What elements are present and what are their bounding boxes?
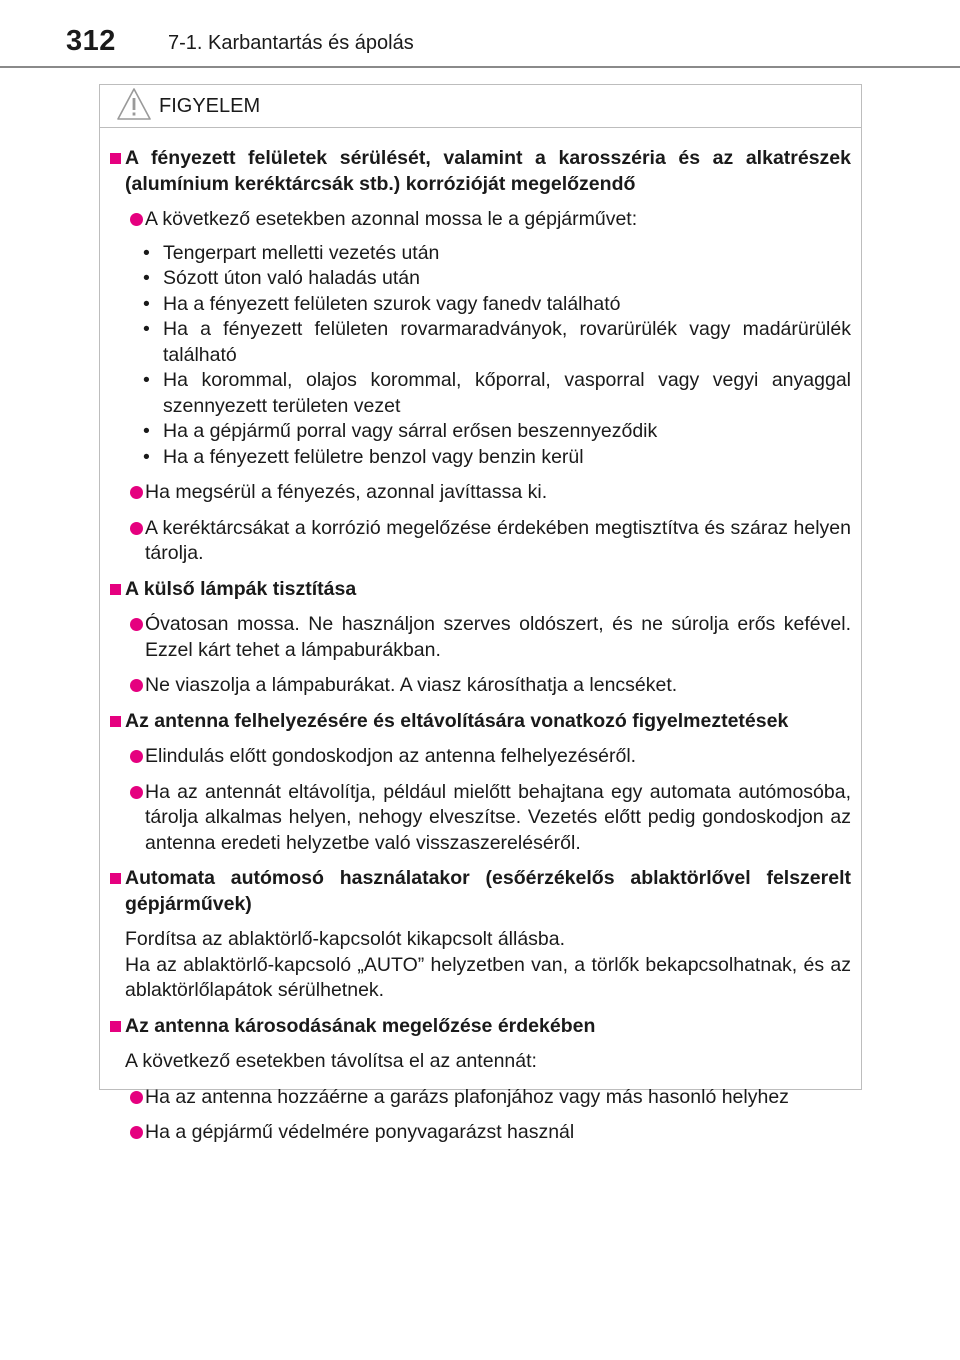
circle-bullet-icon	[130, 522, 143, 535]
sub-list-item-text: Ha a fényezett felületen szurok vagy fanedv található	[163, 292, 621, 315]
sub-list	[110, 241, 851, 471]
sub-list-item-text: Ha a gépjármű porral vagy sárral erősen beszennyeződik	[163, 420, 658, 442]
dot-bullet-icon: •	[143, 369, 150, 391]
dot-bullet-icon: •	[143, 241, 150, 264]
circle-bullet-icon	[130, 1091, 143, 1104]
page-header	[0, 0, 960, 70]
section-title-text: Az antenna károsodásának megelőzése érdekében	[125, 1014, 596, 1037]
section-heading	[110, 1014, 851, 1040]
warning-body	[100, 128, 861, 1146]
sub-list-item	[110, 292, 851, 318]
circle-bullet-icon	[130, 213, 143, 226]
section-title: 7-1. Karbantartás és ápolás	[168, 32, 414, 54]
sub-list-item-text: Ha a fényezett felületre benzol vagy benzin kerül	[163, 445, 584, 468]
paragraph-line: Fordítsa az ablaktörlő-kapcsolót kikapcsolt állásba.	[125, 928, 566, 950]
square-bullet-icon	[110, 153, 121, 164]
paragraph-line: Ha az ablaktörlő-kapcsoló „AUTO” helyzetben van, a törlők bekapcsolhatnak, és az ablaktörlőlapátok sérülhetnek.	[125, 953, 851, 1001]
list-item	[110, 1085, 851, 1111]
list-item	[110, 1120, 851, 1146]
sub-list-item	[110, 419, 851, 445]
dot-bullet-icon: •	[143, 420, 150, 442]
square-bullet-icon	[110, 1021, 121, 1032]
sub-list-item	[110, 266, 851, 292]
sub-list-item-text: Tengerpart melletti vezetés után	[163, 241, 440, 264]
list-item-text: Ne viaszolja a lámpaburákat. A viasz károsíthatja a lencséket.	[145, 674, 678, 696]
section-title-text: Az antenna felhelyezésére és eltávolítására vonatkozó figyelmeztetések	[125, 709, 789, 732]
sub-list-item	[110, 317, 851, 368]
section-title-text: Automata autómosó használatakor (esőérzékelős ablaktörlővel felszerelt gépjárművek)	[125, 867, 851, 915]
list-item-text: Ha az antennát eltávolítja, például mielőtt behajtana egy automata autómosóba, tárolja alkalmas helyen, nehogy elveszítse. Vezetés előtt pedig gondoskodjon az antenna eredeti helyzetbe való visszaszereléséről.	[145, 780, 851, 854]
list-item	[110, 780, 851, 857]
warning-triangle-icon	[116, 87, 152, 121]
circle-bullet-icon	[130, 750, 143, 763]
sub-list-item	[110, 241, 851, 267]
dot-bullet-icon: •	[143, 292, 150, 315]
circle-bullet-icon	[130, 618, 143, 631]
sub-list-item-text: Ha korommal, olajos korommal, kőporral, vasporral vagy vegyi anyaggal szennyezett területen vezet	[163, 369, 851, 417]
circle-bullet-icon	[130, 486, 143, 499]
list-item	[110, 207, 851, 233]
list-item	[110, 673, 851, 699]
list-item-text: Ha megsérül a fényezés, azonnal javíttassa ki.	[145, 481, 548, 503]
square-bullet-icon	[110, 873, 121, 884]
list-item	[110, 516, 851, 567]
dot-bullet-icon: •	[143, 267, 150, 289]
section-heading	[110, 866, 851, 917]
list-item-text: Ha a gépjármű védelmére ponyvagarázst használ	[145, 1121, 575, 1143]
square-bullet-icon	[110, 716, 121, 727]
circle-bullet-icon	[130, 1126, 143, 1139]
warning-box	[99, 84, 862, 1143]
list-item	[110, 744, 851, 770]
list-item-text: Elindulás előtt gondoskodjon az antenna felhelyezéséről.	[145, 745, 637, 767]
sub-list-item-text: Sózott úton való haladás után	[163, 267, 420, 289]
list-item-text: A keréktárcsákat a korrózió megelőzése érdekében megtisztítva és száraz helyen tárolja.	[145, 516, 851, 564]
list-item-text: Óvatosan mossa. Ne használjon szerves oldószert, és ne súrolja erős kefével. Ezzel kárt tehet a lámpaburákban.	[145, 613, 851, 661]
circle-bullet-icon	[130, 786, 143, 799]
section-heading	[110, 577, 851, 603]
sub-list-item	[110, 368, 851, 419]
dot-bullet-icon: •	[143, 318, 150, 340]
sub-list-item	[110, 445, 851, 471]
section-paragraph	[110, 927, 851, 1004]
dot-bullet-icon: •	[143, 445, 150, 468]
header-divider	[0, 66, 960, 68]
list-item	[110, 612, 851, 663]
section-title-text: A külső lámpák tisztítása	[125, 577, 357, 600]
section-paragraph	[110, 1049, 851, 1075]
section-title-text: A fényezett felületek sérülését, valamint a karosszéria és az alkatrészek (alumínium keréktárcsák stb.) korrózióját megelőzendő	[125, 147, 851, 195]
warning-header	[100, 85, 861, 128]
list-item-text: A következő esetekben azonnal mossa le a gépjárművet:	[145, 208, 638, 230]
page-number: 312	[66, 25, 116, 57]
circle-bullet-icon	[130, 679, 143, 692]
paragraph-line: A következő esetekben távolítsa el az antennát:	[125, 1050, 537, 1072]
section-heading	[110, 146, 851, 197]
section-heading	[110, 709, 851, 735]
warning-label: FIGYELEM	[159, 95, 261, 117]
sub-list-item-text: Ha a fényezett felületen rovarmaradványok, rovarürülék vagy madárürülék található	[163, 318, 851, 366]
list-item-text: Ha az antenna hozzáérne a garázs plafonjához vagy más hasonló helyhez	[145, 1085, 789, 1108]
square-bullet-icon	[110, 584, 121, 595]
list-item	[110, 480, 851, 506]
